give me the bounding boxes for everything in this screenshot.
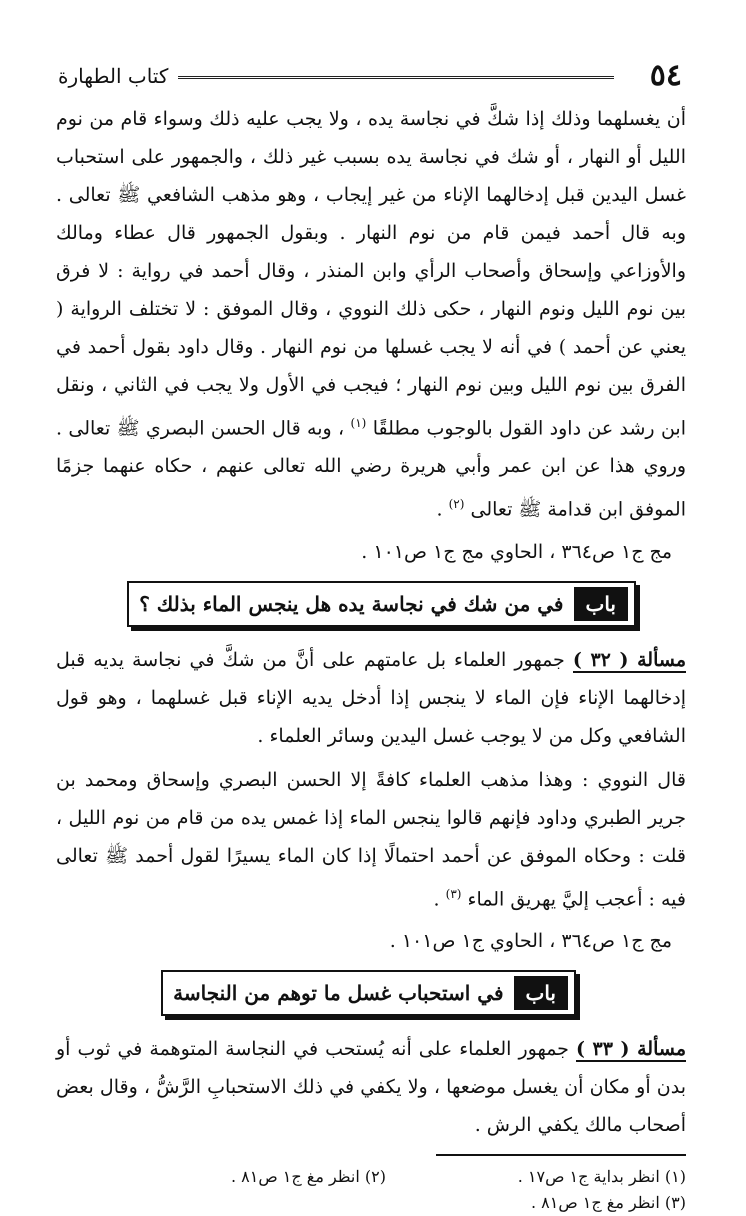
- footnote-ref-3: (٣): [445, 886, 462, 901]
- section1-continuation: ، وبه قال الحسن البصري ﷺ تعالى . وروي هذا عن ابن عمر وأبي هريرة رضي الله تعالى عنهم ، حكاه عنهما جزمًا الموفق ابن قدامة ﷺ تعالى: [56, 417, 686, 521]
- reference-2: مج ج١ ص٣٦٤ ، الحاوي ج١ ص١٠١ .: [389, 929, 672, 952]
- nawawi-end: .: [433, 887, 440, 910]
- masala-32: [56, 641, 686, 755]
- footnote-ref-2: (٢): [448, 497, 465, 512]
- footnotes: [56, 1164, 686, 1216]
- chapter-badge: باب: [574, 587, 629, 621]
- chapter-title: في من شك في نجاسة يده هل ينجس الماء بذلك ؟: [139, 591, 564, 616]
- masala-33: [56, 1030, 686, 1144]
- section1-text: أن يغسلهما وذلك إذا شكَّ في نجاسة يده ، ولا يجب عليه ذلك وسواء قام من نوم الليل أو النهار ، أو شك في نجاسة يده بسبب غير ذلك ، والجمهور على استحباب غسل اليدين قبل إدخالهما الإناء من غير إيجاب ، وهو مذهب الشافعي ﷺ تعالى . وبه قال أحمد فيمن قام من نوم النهار . وبقول الجمهور قال عطاء ومالك والأوزاعي وإسحاق وأصحاب الرأي وابن المنذر ، وقال أحمد في رواية : لا فرق بين نوم الليل ونوم النهار ، حكى ذلك النووي ، وقال الموفق : لا تختلف الرواية ( يعني عن أحمد ) في أنه لا يجب غسلها من نوم النهار . وقال داود بقول أحمد في الفرق بين نوم الليل وبين نوم النهار ؛ فيجب في الأول ولا يجب في الثاني ، ونقل ابن رشد عن داود القول بالوجوب مطلقًا: [56, 108, 686, 440]
- masala-label: مسألة ( ٣٣ ): [575, 1037, 686, 1060]
- footnote-rule: [436, 1154, 686, 1156]
- masala-text: جمهور العلماء بل عامتهم على أنَّ من شكَّ في نجاسة يديه قبل إدخالهما الإناء فإن الماء لا ينجس إذا أدخل يديه الإناء قبل غسلهما ، وهو قول الشافعي وكل من لا يوجب غسل اليدين وسائر العلماء .: [56, 648, 686, 747]
- chapter-heading-1: [127, 581, 636, 627]
- footnote-1: (١) انظر بداية ج١ ص١٧ .: [517, 1166, 686, 1186]
- masala-32-nawawi: [56, 761, 686, 918]
- footnote-3: (٣) انظر مغ ج١ ص٨١ .: [531, 1192, 686, 1212]
- page-header: [58, 58, 686, 98]
- chapter-title: في استحباب غسل ما توهم من النجاسة: [173, 980, 504, 1005]
- footnote-2: (٢) انظر مغ ج١ ص٨١ .: [231, 1166, 386, 1186]
- reference-1: مج ج١ ص٣٦٤ ، الحاوي مج ج١ ص١٠١ .: [361, 540, 672, 563]
- chapter-badge: باب: [514, 976, 569, 1010]
- page-number: ٥٤: [649, 58, 682, 93]
- masala-text: جمهور العلماء على أنه يُستحب في النجاسة المتوهمة في ثوب أو بدن أو مكان أن يغسل موضعها ، ولا يكفي في ذلك الاستحبابِ الرَّشُّ ، وقال بعض أصحاب مالك يكفي الرش .: [56, 1037, 686, 1136]
- paragraph-section1: [56, 100, 686, 529]
- footnote-ref-1: (١): [350, 416, 367, 430]
- main-content: [56, 100, 686, 1216]
- book-title: كتاب الطهارة: [58, 64, 169, 88]
- masala-label: مسألة ( ٣٢ ): [572, 648, 686, 671]
- header-rule: [178, 76, 614, 79]
- section1-end: .: [436, 498, 443, 521]
- nawawi-text: قال النووي : وهذا مذهب العلماء كافةً إلا الحسن البصري وإسحاق ومحمد بن جرير الطبري وداود فإنهم قالوا ينجس الماء إذا غمس يده من قام من نوم الليل ، قلت : وحكاه الموفق عن أحمد احتمالًا إذا كان الماء يسيرًا لقول أحمد ﷺ تعالى فيه : أعجب إليَّ يهريق الماء: [56, 768, 686, 910]
- chapter-heading-2: [161, 970, 576, 1016]
